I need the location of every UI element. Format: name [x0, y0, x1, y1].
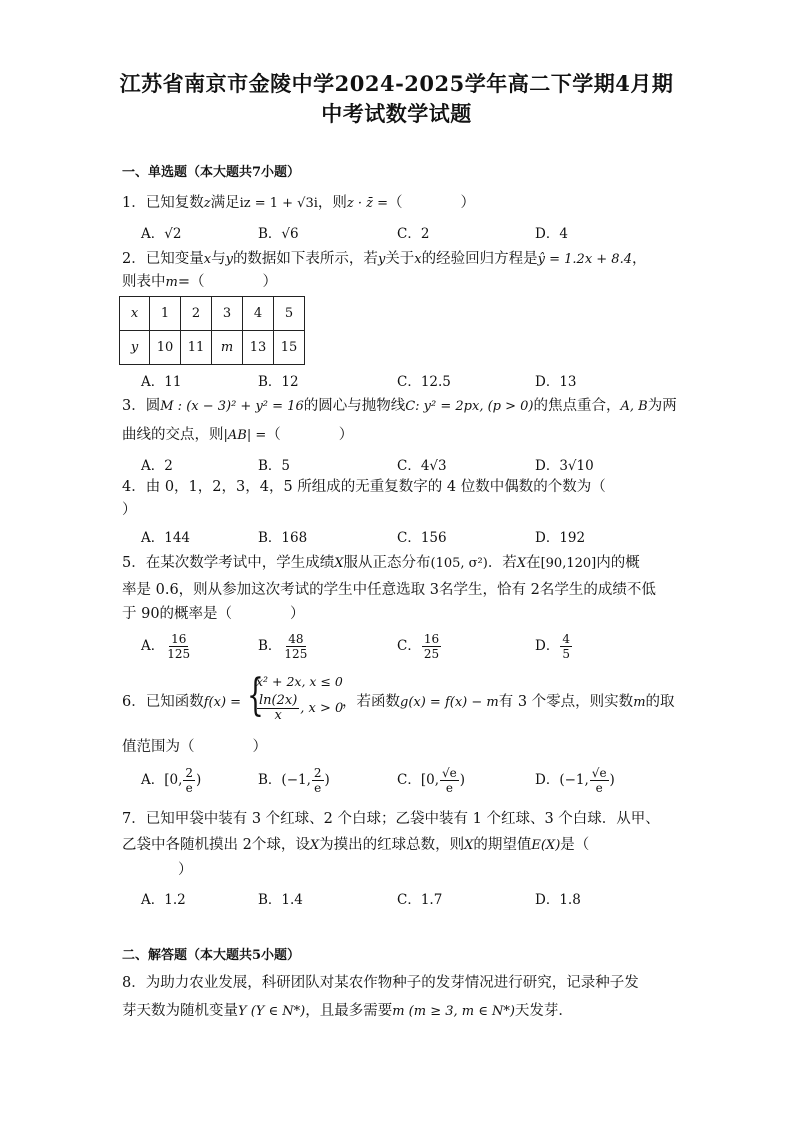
q6-text-2: ，若函数	[342, 694, 400, 710]
q2-var-x2: x	[414, 252, 422, 267]
q1-option-c: C．2	[397, 226, 430, 242]
fraction-numerator: 2	[185, 766, 194, 780]
q8-text-3: 天发芽．	[514, 1003, 573, 1019]
q3-option-c: C．4√3	[397, 458, 447, 474]
table-cell: y	[120, 331, 150, 365]
q7-option-a: A．1.2	[141, 892, 186, 908]
q6-text-1: 6．已知函数	[122, 694, 204, 710]
q5-var-x: X	[334, 556, 344, 571]
q3-points-ab: A, B	[620, 399, 648, 414]
q7-text-4: 是（	[560, 837, 590, 853]
q1-text-mid: 满足	[210, 195, 240, 211]
q5-text-2: 服从正态分布	[343, 555, 431, 571]
q3-text-4: 为两	[647, 398, 677, 414]
table-cell: x	[120, 297, 150, 331]
q6-fx: f(x) =	[203, 695, 242, 710]
section-heading-answer: 二、解答题（本大题共5小题）	[122, 948, 301, 963]
q6-option-a-post: )	[196, 772, 202, 788]
q1-option-d: D．4	[535, 226, 568, 242]
q2-regression-equation: ŷ = 1.2x + 8.4	[537, 252, 632, 267]
q6-option-b-label: B．	[258, 772, 282, 788]
page-title-line2: 中考试数学试题	[321, 101, 472, 126]
question-5-line2: 率是 0.6，则从参加这次考试的学生中任意选取 3名学生，恰有 2名学生的成绩不低	[122, 582, 656, 598]
q3-option-a: A．2	[141, 458, 173, 474]
fraction-denominator: e	[445, 781, 453, 795]
q6-option-a-label: A．	[141, 772, 165, 788]
q2-text-2: 的数据如下表所示，若	[232, 251, 378, 267]
section-heading-single-choice: 一、单选题（本大题共7小题）	[122, 165, 301, 180]
q5-option-d-label: D．	[535, 638, 560, 654]
q6-option-b-pre: (−1,	[281, 772, 311, 788]
q6-option-b-fraction	[312, 766, 324, 795]
q5-text-5: 内的概	[596, 555, 640, 571]
q5-text-3: ．若	[487, 555, 517, 571]
question-4-line2: ）	[122, 502, 137, 518]
q5-option-b	[258, 632, 310, 661]
q2-text-3: 关于	[385, 251, 415, 267]
fraction-numerator: 16	[171, 632, 187, 646]
question-6-line1-post	[342, 692, 675, 713]
question-7-line1: 7．已知甲袋中装有 3 个红球、2 个白球；乙袋中装有 1 个红球、3 个白球．从甲、	[122, 811, 660, 827]
q6-case-1: x² + 2x, x ≤ 0	[256, 674, 343, 689]
q5-option-a-label: A．	[141, 638, 165, 654]
q4-option-c: C．156	[397, 530, 447, 546]
q6-var-m: m	[633, 695, 646, 710]
q1-var-z: z	[203, 196, 211, 211]
q2-var-x: x	[203, 252, 212, 267]
q3-parabola-equation: C: y² = 2px, (p > 0)	[405, 399, 534, 414]
q8-var-y: Y (Y ∈ N*)	[238, 1004, 306, 1019]
q2-comma: ，	[631, 251, 647, 267]
q4-option-b: B．168	[258, 530, 308, 546]
q2-option-d: D．13	[535, 374, 577, 390]
q6-case-2-fraction	[257, 694, 299, 723]
q5-option-b-label: B．	[258, 638, 282, 654]
table-cell: 5	[274, 297, 305, 331]
fraction-denominator: 5	[562, 647, 570, 661]
q2-text-6: =（ ）	[177, 274, 277, 290]
q6-option-a-fraction	[183, 766, 195, 795]
q7-var-x: X	[309, 838, 320, 853]
q1-text-pre: 1．已知复数	[122, 195, 204, 211]
question-2-line1	[122, 249, 646, 270]
q3-circle-equation: M : (x − 3)² + y² = 16	[160, 399, 304, 414]
q3-abs-ab: |AB| =	[223, 428, 267, 443]
q5-option-c-fraction	[422, 632, 441, 661]
q5-text-4: 在	[526, 555, 541, 571]
q3-option-b: B．5	[258, 458, 291, 474]
q2-text-1: 2．已知变量	[122, 251, 204, 267]
q2-option-a: A．11	[141, 374, 182, 390]
fraction-numerator: 2	[313, 766, 322, 780]
q3-option-d: D．3√10	[535, 458, 594, 474]
q5-option-d	[535, 632, 573, 661]
fraction-numerator: 4	[562, 632, 570, 646]
q7-option-c: C．1.7	[397, 892, 443, 908]
q7-option-b: B．1.4	[258, 892, 303, 908]
q6-option-d-fraction	[590, 766, 609, 795]
table-cell: 13	[243, 331, 274, 365]
question-7-line2	[122, 835, 589, 856]
q5-option-d-fraction	[560, 632, 572, 661]
q6-gx: g(x) = f(x) − m	[400, 695, 499, 710]
q6-text-3: 有 3 个零点，则实数	[498, 694, 634, 710]
q3-text-5: 曲线的交点，则	[122, 427, 224, 443]
q2-var-m: m	[165, 275, 178, 290]
fraction-numerator: ln(2x)	[259, 693, 298, 708]
fraction-numerator: √e	[591, 766, 607, 780]
q3-text-6: （ ）	[266, 427, 354, 443]
table-cell: m	[212, 331, 243, 365]
q2-option-c: C．12.5	[397, 374, 451, 390]
question-8-line1: 8．为助力农业发展，科研团队对某农作物种子的发芽情况进行研究，记录种子发	[122, 975, 639, 991]
fraction-denominator: x	[274, 708, 282, 723]
fraction-denominator: 25	[423, 647, 440, 661]
fraction-numerator: √e	[442, 766, 457, 780]
table-row	[120, 331, 305, 365]
q2-text-4: 的经验回归方程是	[421, 251, 538, 267]
q4-option-a: A．144	[141, 530, 191, 546]
question-4-line1: 4．由 0，1，2，3，4，5 所组成的无重复数字的 4 位数中偶数的个数为（	[122, 479, 606, 495]
table-cell: 15	[274, 331, 305, 365]
table-cell: 1	[150, 297, 181, 331]
question-3-line2	[122, 425, 353, 446]
q6-option-c-fraction	[440, 766, 459, 795]
fraction-denominator: e	[314, 781, 322, 795]
q6-option-a	[141, 766, 201, 795]
q5-text-1: 5．在某次数学考试中，学生成绩	[122, 555, 335, 571]
q1-expression: z · z̄ =	[346, 196, 389, 211]
question-8-line2	[122, 1001, 573, 1022]
q7-text-2: 为摸出的红球总数，则	[319, 837, 465, 853]
q1-equation: iz = 1 + √3i	[239, 196, 318, 211]
fraction-numerator: 48	[288, 632, 304, 646]
q6-case-2	[256, 694, 343, 723]
question-5-line3: 于 90的概率是（ ）	[122, 606, 305, 622]
q6-option-d-pre: (−1,	[559, 772, 589, 788]
q6-option-c-label: C．	[397, 772, 421, 788]
fraction-numerator: 16	[423, 632, 440, 646]
piecewise-brace-icon: {	[247, 670, 264, 721]
fraction-denominator: 125	[284, 647, 308, 661]
q7-option-d: D．1.8	[535, 892, 581, 908]
q2-text-and: 与	[211, 251, 226, 267]
q7-text-3: 的期望值	[473, 837, 532, 853]
q2-var-y: y	[225, 252, 233, 267]
q3-text-3: 的焦点重合，	[533, 398, 621, 414]
question-7-line3: ）	[178, 862, 193, 878]
q3-text-1: 3．圆	[122, 398, 161, 414]
q6-case-2-cond: , x > 0	[300, 701, 344, 716]
q5-option-b-fraction	[282, 632, 309, 661]
q5-option-a-fraction	[165, 632, 192, 661]
q5-var-x2: X	[516, 556, 527, 571]
q6-option-b-post: )	[324, 772, 330, 788]
question-2-line2	[122, 272, 277, 293]
q5-option-c	[397, 632, 442, 661]
q2-data-table	[119, 296, 305, 365]
table-cell: 10	[150, 331, 181, 365]
q6-option-c-post: )	[459, 772, 466, 788]
q2-option-b: B．12	[258, 374, 299, 390]
q8-var-m: m (m ≥ 3, m ∈ N*)	[392, 1004, 515, 1019]
fraction-denominator: e	[595, 781, 603, 795]
q1-paren: （ ）	[388, 195, 476, 211]
q2-text-5: 则表中	[122, 274, 166, 290]
q7-var-x2: X	[464, 838, 474, 853]
q8-text-2: ，且最多需要	[305, 1003, 393, 1019]
q1-text-post: ，则	[317, 195, 347, 211]
q6-option-d-label: D．	[535, 772, 560, 788]
q5-option-a	[141, 632, 193, 661]
question-1	[122, 193, 475, 214]
q6-option-d-post: )	[609, 772, 615, 788]
table-cell: 11	[181, 331, 212, 365]
q5-distribution: (105, σ²)	[430, 556, 488, 571]
fraction-denominator: 125	[167, 647, 191, 661]
table-cell: 2	[181, 297, 212, 331]
q5-range: [90,120]	[540, 556, 597, 571]
q8-text-1: 芽天数为随机变量	[122, 1003, 238, 1019]
q6-option-a-pre: [0,	[164, 772, 183, 788]
fraction-denominator: e	[185, 781, 193, 795]
q7-text-1: 乙袋中各随机摸出 2个球，设	[122, 837, 310, 853]
q6-option-b	[258, 766, 330, 795]
table-cell: 3	[212, 297, 243, 331]
q4-option-d: D．192	[535, 530, 586, 546]
question-5-line1	[122, 553, 640, 574]
q2-var-y2: y	[377, 252, 386, 267]
q7-expectation: E(X)	[531, 838, 561, 853]
q6-option-d	[535, 766, 615, 795]
table-row	[120, 297, 305, 331]
q1-option-a: A．√2	[141, 226, 182, 242]
q3-text-2: 的圆心与抛物线	[303, 398, 406, 414]
q6-option-c	[397, 766, 465, 795]
table-cell: 4	[243, 297, 274, 331]
question-6-line1-pre	[122, 692, 241, 713]
q6-option-c-pre: [0,	[420, 772, 439, 788]
q6-text-4: 的取	[645, 694, 675, 710]
question-3-line1	[122, 396, 677, 417]
page-title-line1: 江苏省南京市金陵中学2024-2025学年高二下学期4月期	[119, 71, 674, 96]
question-6-line2: 值范围为（ ）	[122, 739, 267, 755]
q1-option-b: B．√6	[258, 226, 299, 242]
q5-option-c-label: C．	[397, 638, 421, 654]
